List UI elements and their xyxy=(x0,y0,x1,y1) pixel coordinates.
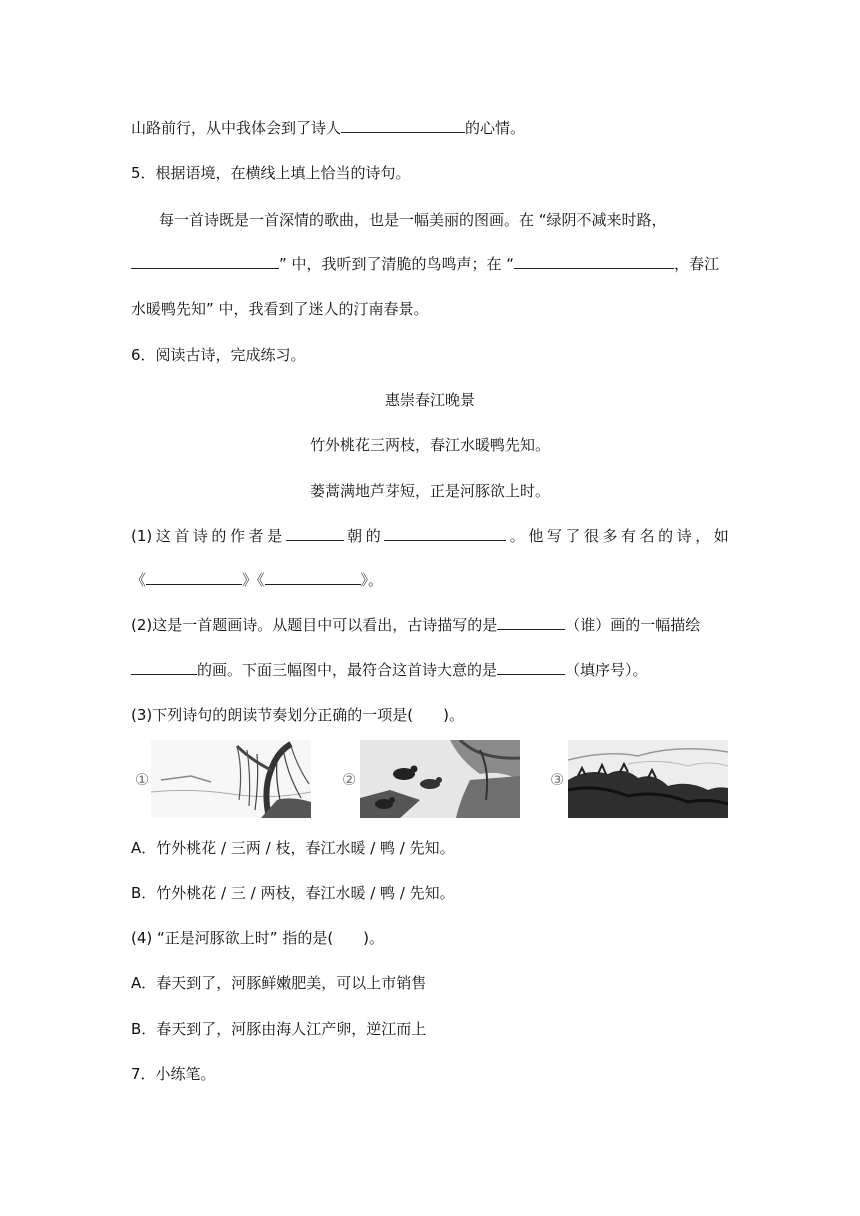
q6-sub1-word: 这 xyxy=(155,527,171,545)
q6-sub2-text-b: （谁）画的一幅描绘 xyxy=(565,616,701,634)
q7-title: 7．小练笔。 xyxy=(131,1065,216,1083)
q6-sub1-word: 的 xyxy=(658,527,674,545)
q6-sub1-word: 的 xyxy=(365,527,381,545)
q6-sub1-word: 朝 xyxy=(347,527,363,545)
book-bracket-mid: 》《 xyxy=(242,571,265,589)
book-bracket-open: 《 xyxy=(131,571,147,589)
q5-paragraph-line1: 每一首诗既是一首深情的歌曲，也是一幅美丽的图画。在 “绿阴不减来时路， xyxy=(159,211,667,229)
q6-title: 6．阅读古诗，完成练习。 xyxy=(131,346,306,364)
q5-paragraph-line2 xyxy=(131,254,719,274)
q6-sub4-option-b[interactable]: B．春天到了，河豚由海人江产卵，逆江而上 xyxy=(131,1020,427,1038)
q6-sub1-word: ， xyxy=(695,527,711,545)
q6-sub1-word: 名 xyxy=(639,527,655,545)
q6-sub2-line2 xyxy=(131,660,648,680)
q6-sub2-line1 xyxy=(131,615,700,635)
q5-blank-2[interactable] xyxy=(514,254,674,269)
poem-line-1: 竹外桃花三两枝，春江水暖鸭先知。 xyxy=(309,436,550,454)
q6-sub1-word: 作 xyxy=(229,527,245,545)
q4-tail-line xyxy=(131,118,525,138)
q6-sub1-word: 写 xyxy=(546,527,562,545)
book-bracket-close: 》。 xyxy=(360,571,384,589)
q6-author-blank[interactable] xyxy=(384,526,506,541)
poem-line-2: 蒌蒿满地芦芽短，正是河豚欲上时。 xyxy=(309,482,550,500)
ducks-painting xyxy=(360,740,520,818)
q6-sub1-word: 有 xyxy=(621,527,637,545)
q4-tail-before: 山路前行，从中我体会到了诗人 xyxy=(131,119,342,137)
q6-sub1-word: 者 xyxy=(248,527,264,545)
q6-sub3-option-a[interactable]: A．竹外桃花 / 三两 / 枝，春江水暖 / 鸭 / 先知。 xyxy=(131,839,455,857)
q5-title: 5．根据语境，在横线上填上恰当的诗句。 xyxy=(131,164,411,182)
picture-1 xyxy=(131,740,311,818)
q6-sub3-title: (3)下列诗句的朗读节奏划分正确的一项是( )。 xyxy=(131,706,464,724)
q6-sub1-word: 多 xyxy=(602,527,618,545)
q6-sub1-word: 的 xyxy=(211,527,227,545)
poem-title: 惠崇春江晚景 xyxy=(384,391,475,409)
q6-sub1-word: 了 xyxy=(565,527,581,545)
q6-sub3-option-b[interactable]: B．竹外桃花 / 三 / 两枝，春江水暖 / 鸭 / 先知。 xyxy=(131,884,455,902)
poem-name-blank-1[interactable] xyxy=(146,570,242,585)
q6-sub4-option-a[interactable]: A．春天到了，河豚鲜嫩肥美，可以上市销售 xyxy=(131,974,427,992)
painter-blank[interactable] xyxy=(497,615,565,630)
picture-2 xyxy=(342,740,522,818)
q6-sub4-title: (4) “正是河豚欲上时” 指的是( )。 xyxy=(131,929,385,947)
picture-2-label: ② xyxy=(342,770,357,789)
q6-sub1-word: 诗 xyxy=(192,527,208,545)
q5-blank-1[interactable] xyxy=(131,254,279,269)
q6-sub1-word: 如 xyxy=(713,527,729,545)
scene-blank[interactable] xyxy=(131,660,197,675)
q6-dynasty-blank[interactable] xyxy=(286,526,344,541)
q6-sub1-word: 首 xyxy=(174,527,190,545)
willow-painting xyxy=(151,740,311,818)
q4-tail-after: 的心情。 xyxy=(465,119,526,137)
picture-3-label: ③ xyxy=(550,770,565,789)
q6-sub1-word: 很 xyxy=(583,527,599,545)
landscape-painting xyxy=(568,740,728,818)
q6-sub1-word: 他 xyxy=(528,527,544,545)
q5-paragraph-line3: 水暖鸭先知” 中，我看到了迷人的汀南春景。 xyxy=(131,300,429,318)
q4-answer-blank[interactable] xyxy=(341,118,465,133)
q6-sub1-line1 xyxy=(131,526,729,546)
q6-sub1-word: 诗 xyxy=(676,527,692,545)
q5-text-b: ，春江 xyxy=(674,255,720,273)
picture-3 xyxy=(550,740,730,818)
q5-text-a: ” 中，我听到了清脆的鸟鸣声；在 “ xyxy=(279,255,515,273)
q6-sub2-text-d: （填序号）。 xyxy=(565,661,648,679)
q6-sub1-word: 。 xyxy=(509,527,525,545)
q6-sub1-line2 xyxy=(131,570,383,590)
q6-sub1-word: (1) xyxy=(131,527,153,545)
poem-name-blank-2[interactable] xyxy=(265,570,361,585)
q6-sub1-word: 是 xyxy=(267,527,283,545)
picture-number-blank[interactable] xyxy=(497,660,565,675)
q6-sub2-text-a: (2)这是一首题画诗。从题目中可以看出，古诗描写的是 xyxy=(131,616,498,634)
q6-sub2-text-c: 的画。下面三幅图中，最符合这首诗大意的是 xyxy=(197,661,498,679)
picture-1-label: ① xyxy=(135,770,150,789)
